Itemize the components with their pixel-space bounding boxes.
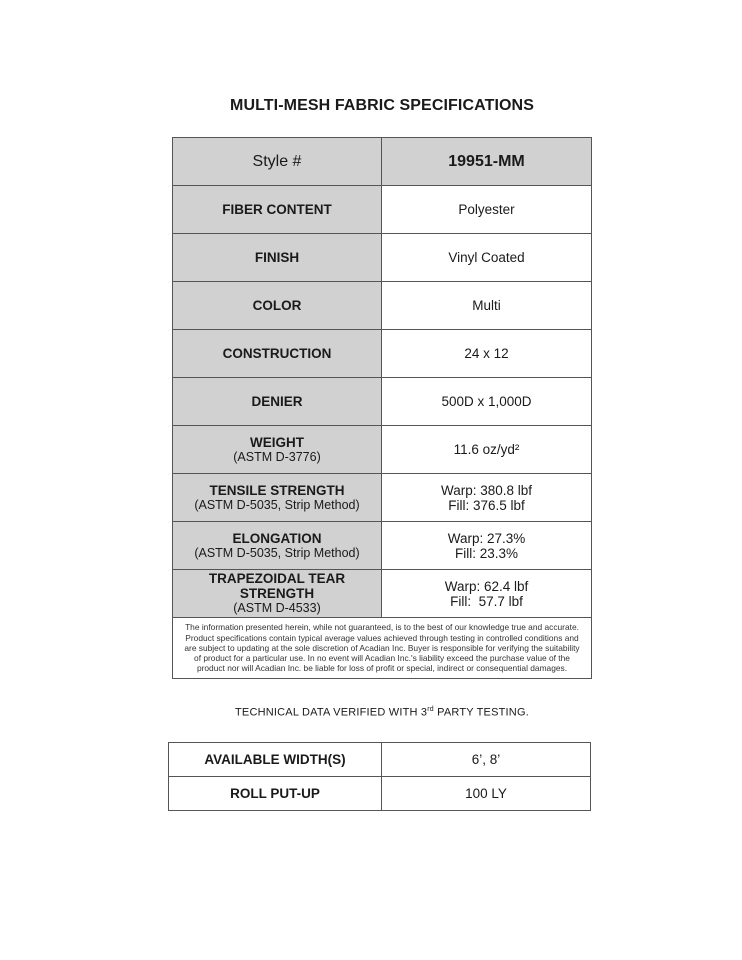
- row-label-weight: [173, 426, 382, 474]
- row-value-elongation: [382, 522, 592, 570]
- specifications-table: [172, 137, 592, 679]
- disclaimer-text: The information presented herein, while not guaranteed, is to the best of our knowledge true and accurate. Product specifications contain typical average values achieved through testing in controlled conditions and are subject to updating at the sole discretion of Acadian Inc. Buyer is responsible for verifying the suitability of product for a particular use. In no event will Acadian Inc.'s liability exceed the purchase value of the product nor will Acadian Inc. be liable for loss of profit or special, indirect or consequential damages.: [173, 618, 592, 679]
- roll-put-up-value: 100 LY: [382, 777, 591, 811]
- available-widths-label: AVAILABLE WIDTH(S): [169, 743, 382, 777]
- table-row: [173, 330, 592, 378]
- table-row: [173, 186, 592, 234]
- page-title: MULTI-MESH FABRIC SPECIFICATIONS: [230, 97, 534, 114]
- availability-table: [168, 742, 591, 811]
- table-row: [173, 426, 592, 474]
- table-row: [173, 570, 592, 618]
- tensile-strength-label: TENSILE STRENGTH: [209, 482, 345, 498]
- elongation-label: ELONGATION: [232, 530, 322, 546]
- table-row: [173, 522, 592, 570]
- row-label-finish: FINISH: [173, 234, 382, 282]
- technical-note-suffix: PARTY TESTING.: [433, 706, 529, 719]
- technical-note: [0, 706, 742, 719]
- tear-test-method: (ASTM D-4533): [233, 601, 321, 615]
- table-row: [169, 743, 591, 777]
- tear-label-line2: STRENGTH: [239, 586, 315, 601]
- technical-note-sup: rd: [427, 706, 434, 713]
- row-value-construction: 24 x 12: [382, 330, 592, 378]
- row-label-color: COLOR: [173, 282, 382, 330]
- table-row: [169, 777, 591, 811]
- weight-label: WEIGHT: [250, 434, 304, 450]
- weight-test-method: (ASTM D-3776): [233, 449, 321, 464]
- row-value-color: Multi: [382, 282, 592, 330]
- row-value-tensile-strength: [382, 474, 592, 522]
- table-header-row: [173, 138, 592, 186]
- row-label-tensile-strength: [173, 474, 382, 522]
- tear-warp: Warp: 62.4 lbf: [444, 578, 529, 594]
- row-label-fiber-content: FIBER CONTENT: [173, 186, 382, 234]
- row-value-weight: 11.6 oz/yd²: [382, 426, 592, 474]
- row-label-construction: CONSTRUCTION: [173, 330, 382, 378]
- row-label-denier: DENIER: [173, 378, 382, 426]
- elongation-test-method: (ASTM D-5035, Strip Method): [194, 545, 360, 560]
- row-value-fiber-content: Polyester: [382, 186, 592, 234]
- roll-put-up-label: ROLL PUT-UP: [169, 777, 382, 811]
- available-widths-value: 6’, 8’: [382, 743, 591, 777]
- table-row: [173, 378, 592, 426]
- row-label-elongation: [173, 522, 382, 570]
- style-label: Style #: [173, 138, 382, 186]
- table-row: [173, 474, 592, 522]
- tensile-warp: Warp: 380.8 lbf: [440, 482, 533, 498]
- tear-label-line1: TRAPEZOIDAL TEAR: [208, 571, 346, 586]
- row-value-denier: 500D x 1,000D: [382, 378, 592, 426]
- table-row: [173, 282, 592, 330]
- tear-fill: Fill: 57.7 lbf: [450, 593, 523, 609]
- row-label-trapezoidal-tear: [173, 570, 382, 618]
- row-value-finish: Vinyl Coated: [382, 234, 592, 282]
- elongation-warp: Warp: 27.3%: [447, 530, 526, 546]
- tensile-test-method: (ASTM D-5035, Strip Method): [194, 497, 360, 512]
- table-row: [173, 234, 592, 282]
- tensile-fill: Fill: 376.5 lbf: [448, 497, 525, 513]
- row-value-trapezoidal-tear: [382, 570, 592, 618]
- technical-note-prefix: TECHNICAL DATA VERIFIED WITH 3: [235, 706, 428, 719]
- disclaimer-row: [173, 618, 592, 679]
- style-number: 19951-MM: [382, 138, 592, 186]
- elongation-fill: Fill: 23.3%: [454, 545, 519, 561]
